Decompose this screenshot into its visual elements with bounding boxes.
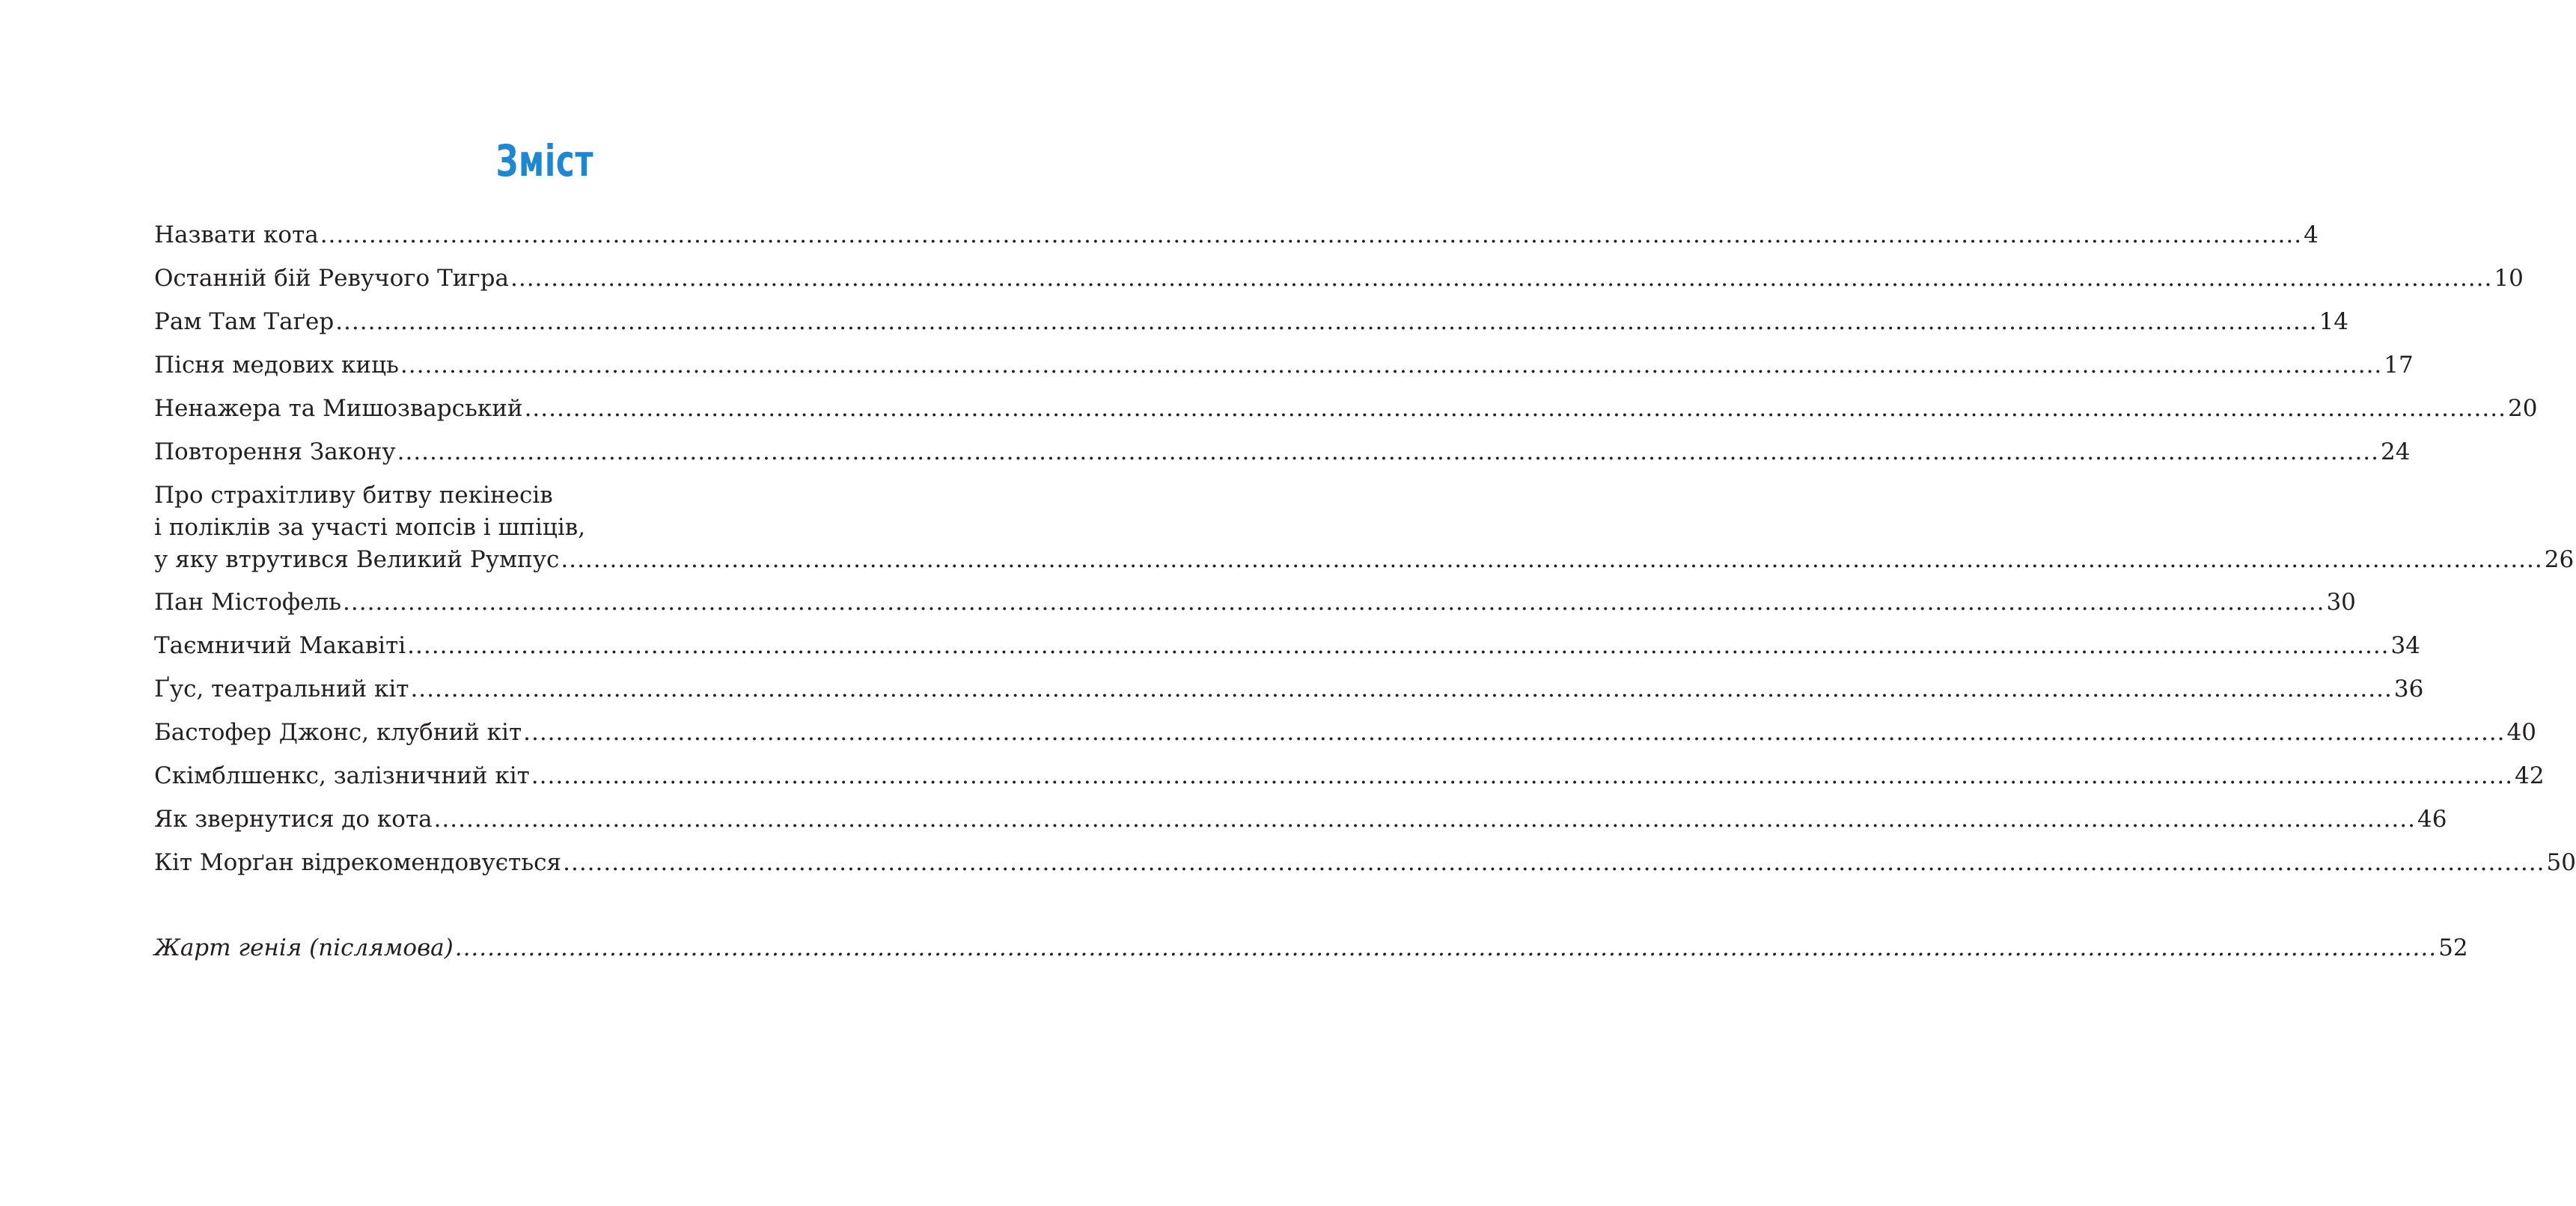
toc-entry-page: 26 <box>2544 546 2575 573</box>
toc-entry-title: Ненажера та Мишозварський <box>154 395 523 422</box>
toc-entry[interactable] <box>154 673 2424 717</box>
dot-leader: .................................................................................................................................................................................................................................................... <box>524 395 2506 422</box>
toc-entry-page: 46 <box>2417 806 2447 833</box>
toc-entry-title: Таємничий Макавіті <box>154 632 406 659</box>
toc-entry-title-line: у яку втрутився Великий Румпус <box>154 546 560 573</box>
dot-leader: .................................................................................................................................................................................................................................................... <box>343 589 2325 616</box>
toc-entry-page: 50 <box>2546 849 2576 876</box>
dot-leader: .................................................................................................................................................................................................................................................... <box>510 265 2493 292</box>
toc-entry-title: Назвати кота <box>154 221 319 248</box>
toc-entry-title-line: і поліклів за участі мопсів і шпіців, <box>154 514 586 541</box>
toc-entry[interactable] <box>154 587 2356 630</box>
toc-entry-title: Пан Містофель <box>154 589 342 616</box>
dot-leader: .................................................................................................................................................................................................................................................... <box>320 221 2303 248</box>
toc-entry-title: Як звернутися до кота <box>154 806 433 833</box>
toc-entry-page: 36 <box>2393 676 2424 703</box>
toc-entry-title: Повторення Закону <box>154 438 396 465</box>
toc-entry-title: Останній бій Ревучого Тигра <box>154 265 509 292</box>
toc-entry[interactable] <box>154 847 2576 890</box>
toc-entry-page: 42 <box>2515 762 2545 789</box>
toc-entry-page: 17 <box>2384 352 2414 379</box>
dot-leader: .................................................................................................................................................................................................................................................... <box>407 632 2390 659</box>
toc-entry-page: 34 <box>2390 632 2420 659</box>
toc-entry[interactable] <box>154 306 2349 349</box>
toc-entry-title: Рам Там Таґер <box>154 308 335 335</box>
toc-entry-page: 40 <box>2506 719 2536 746</box>
toc-entry-title: Ґус, театральний кіт <box>154 676 409 703</box>
toc-entry-page: 52 <box>2438 934 2468 961</box>
dot-leader: .................................................................................................................................................................................................................................................... <box>561 546 2543 573</box>
dot-leader: .................................................................................................................................................................................................................................................... <box>531 762 2514 789</box>
dot-leader: .................................................................................................................................................................................................................................................... <box>397 438 2380 465</box>
toc-entry-page: 24 <box>2381 438 2411 465</box>
toc-entry-page: 30 <box>2326 589 2356 616</box>
dot-leader: .................................................................................................................................................................................................................................................... <box>410 676 2393 703</box>
toc-entry[interactable] <box>154 393 2538 436</box>
toc-entry-title: Скімблшенкс, залізничний кіт <box>154 762 530 789</box>
toc-entry-page: 10 <box>2494 265 2524 292</box>
toc-entry-title: Жарт генія (післямова) <box>154 934 454 961</box>
toc-entry[interactable] <box>154 263 2524 306</box>
toc-entry[interactable] <box>154 804 2447 847</box>
toc-entry-title-line: Про страхітливу битву пекінесів <box>154 482 553 509</box>
dot-leader: .................................................................................................................................................................................................................................................... <box>454 934 2438 961</box>
toc-entry-page: 4 <box>2304 221 2319 248</box>
dot-leader: .................................................................................................................................................................................................................................................... <box>400 352 2383 379</box>
toc-entry-multiline[interactable] <box>154 480 2575 587</box>
toc-entry[interactable] <box>154 436 2411 480</box>
toc-entry-page: 20 <box>2507 395 2538 422</box>
toc-entry[interactable] <box>154 717 2536 760</box>
toc-entry[interactable] <box>154 760 2545 804</box>
table-of-contents <box>154 219 2576 976</box>
dot-leader: .................................................................................................................................................................................................................................................... <box>563 849 2545 876</box>
dot-leader: .................................................................................................................................................................................................................................................... <box>335 308 2318 335</box>
page-title: Зміст <box>495 135 594 186</box>
dot-leader: .................................................................................................................................................................................................................................................... <box>523 719 2506 746</box>
toc-entry[interactable] <box>154 349 2414 393</box>
toc-entry[interactable] <box>154 219 2319 263</box>
toc-entry-title: Кіт Морґан відрекомендовується <box>154 849 562 876</box>
toc-entry-title: Пісня медових киць <box>154 352 399 379</box>
toc-entry-page: 14 <box>2319 308 2349 335</box>
toc-entry-title: Бастофер Джонс, клубний кіт <box>154 719 522 746</box>
toc-entry-afterword[interactable] <box>154 932 2468 976</box>
dot-leader: .................................................................................................................................................................................................................................................... <box>433 806 2416 833</box>
toc-entry[interactable] <box>154 630 2420 673</box>
